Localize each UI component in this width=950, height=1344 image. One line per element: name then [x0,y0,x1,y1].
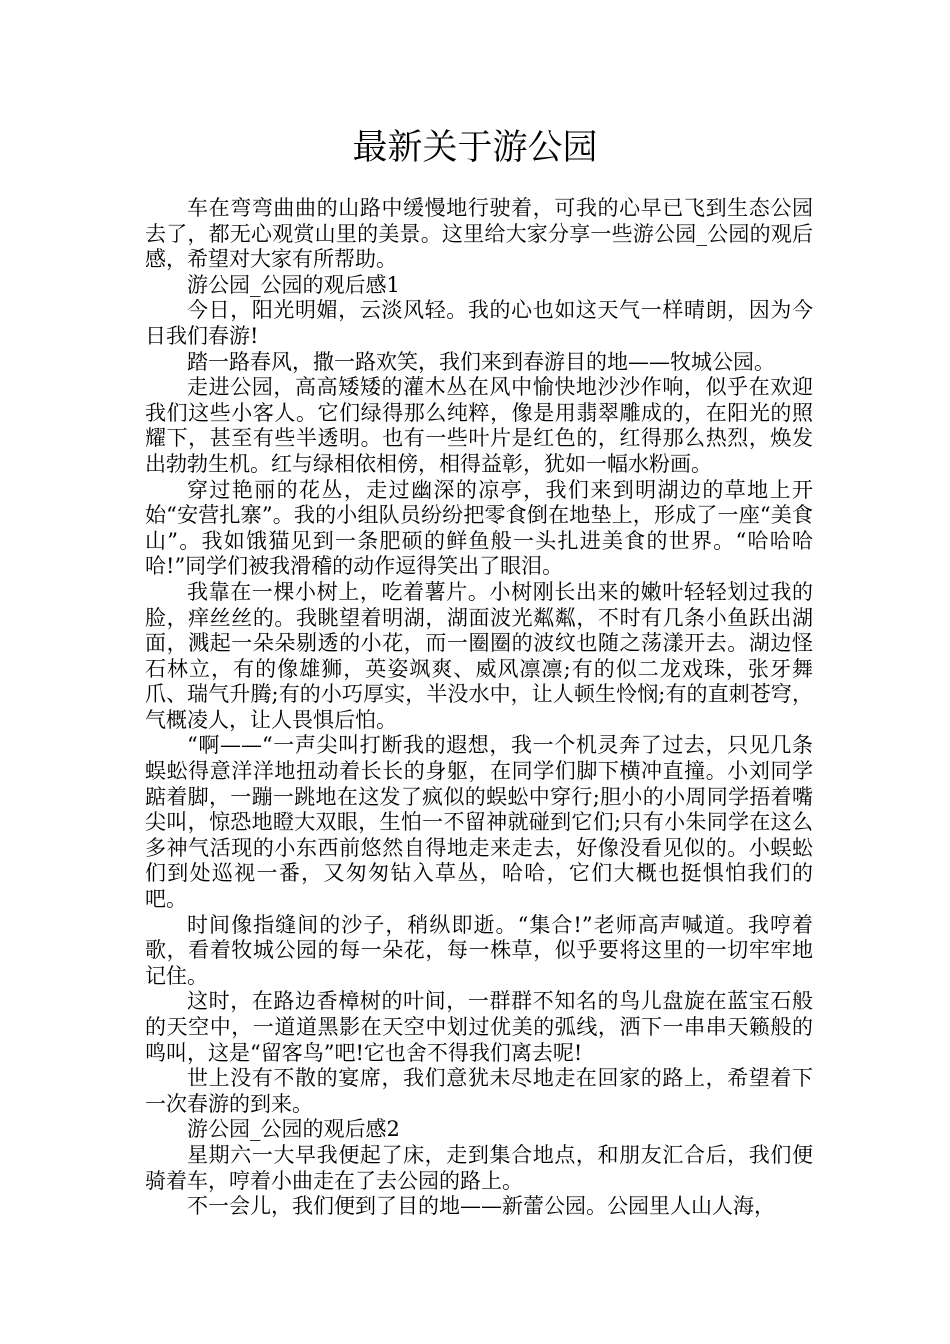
document-title: 最新关于游公园 [352,128,598,168]
paragraph: 踏一路春风，撒一路欢笑，我们来到春游目的地——牧城公园。 [187,349,775,374]
document-body [145,196,813,1220]
paragraph-intro: 车在弯弯曲曲的山路中缓慢地行驶着，可我的心早已飞到生态公园去了，都无心观赏山里的美景。这里给大家分享一些游公园_公园的观后感，希望对大家有所帮助。 [145,196,813,272]
paragraph: 我靠在一棵小树上，吃着薯片。小树刚长出来的嫩叶轻轻划过我的脸，痒丝丝的。我眺望着明湖，湖面波光粼粼，不时有几条小鱼跃出湖面，溅起一朵朵剔透的小花，而一圈圈的波纹也随之荡漾开去。湖边怪石林立，有的像雄狮，英姿飒爽、威风凛凛;有的似二龙戏珠，张牙舞爪、瑞气升腾;有的小巧厚实，半没水中，让人顿生怜悯;有的直刺苍穹，气概凌人，让人畏惧后怕。 [145,579,813,732]
paragraph: 这时，在路边香樟树的叶间，一群群不知名的鸟儿盘旋在蓝宝石般的天空中，一道道黑影在天空中划过优美的弧线，洒下一串串天籁般的鸣叫，这是“留客鸟”吧!它也舍不得我们离去呢! [145,989,813,1065]
paragraph: “啊——“一声尖叫打断我的遐想，我一个机灵奔了过去，只见几条蜈蚣得意洋洋地扭动着长长的身躯，在同学们脚下横冲直撞。小刘同学踮着脚，一蹦一跳地在这发了疯似的蜈蚣中穿行;胆小的小周同学捂着嘴尖叫，惊恐地瞪大双眼，生怕一不留神就碰到它们;只有小朱同学在这么多神气活现的小东西前悠然自得地走来走去，好像没看见似的。小蜈蚣们到处巡视一番，又匆匆钻入草丛，哈哈，它们大概也挺惧怕我们的吧。 [145,733,813,912]
paragraph: 穿过艳丽的花丛，走过幽深的凉亭，我们来到明湖边的草地上开始“安营扎寨”。我的小组队员纷纷把零食倒在地垫上，形成了一座“美食山”。我如饿猫见到一条肥硕的鲜鱼般一头扎进美食的世界。“哈哈哈哈!”同学们被我滑稽的动作逗得笑出了眼泪。 [145,477,813,579]
paragraph: 走进公园，高高矮矮的灌木丛在风中愉快地沙沙作响，似乎在欢迎我们这些小客人。它们绿得那么纯粹，像是用翡翠雕成的，在阳光的照耀下，甚至有些半透明。也有一些叶片是红色的，红得那么热烈，焕发出勃勃生机。红与绿相依相傍，相得益彰，犹如一幅水粉画。 [145,375,813,476]
paragraph: 今日，阳光明媚，云淡风轻。我的心也如这天气一样晴朗，因为今日我们春游! [145,298,813,348]
section-heading-1: 游公园_公园的观后感1 [187,272,400,297]
paragraph: 时间像指缝间的沙子，稍纵即逝。“集合!”老师高声喊道。我哼着歌，看着牧城公园的每一朵花，每一株草，似乎要将这里的一切牢牢地记住。 [145,912,813,988]
paragraph: 世上没有不散的宴席，我们意犹未尽地走在回家的路上，希望着下一次春游的到来。 [145,1066,813,1116]
section-heading-2: 游公园_公园的观后感2 [187,1117,400,1142]
paragraph: 不一会儿，我们便到了目的地——新蕾公园。公园里人山人海， [187,1194,775,1219]
paragraph: 星期六一大早我便起了床，走到集合地点，和朋友汇合后，我们便骑着车，哼着小曲走在了去公园的路上。 [145,1142,813,1193]
